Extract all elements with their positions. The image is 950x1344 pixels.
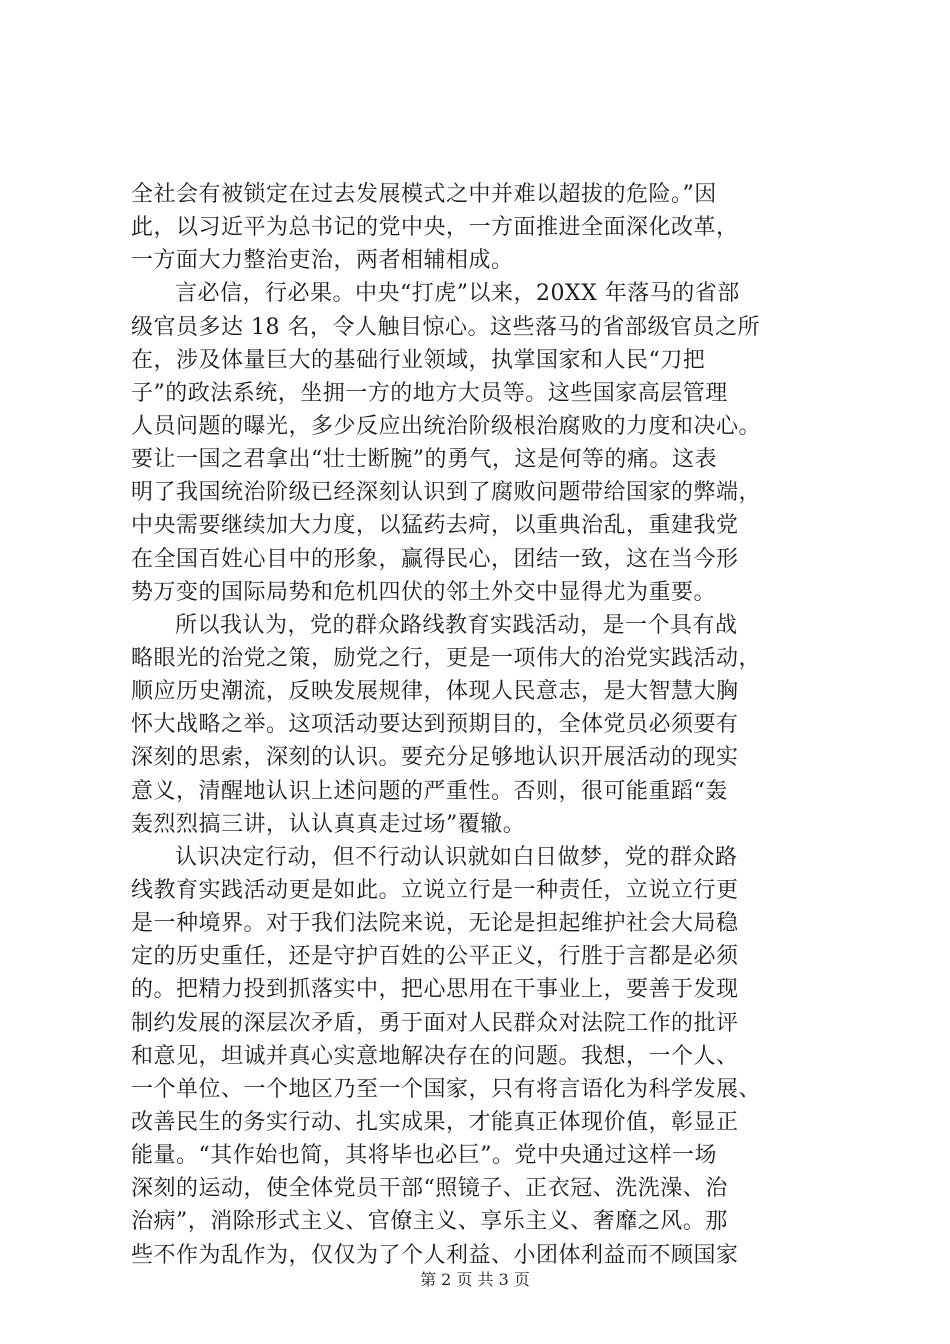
text-line: 是一种境界。对于我们法院来说，无论是担起维护社会大局稳	[131, 911, 739, 937]
text-line: 治病”，消除形式主义、官僚主义、享乐主义、奢靡之风。那	[131, 1209, 728, 1235]
text-line: 顺应历史潮流，反映发展规律，体现人民意志，是大智慧大胸	[131, 679, 739, 705]
text-line: 线教育实践活动更是如此。立说立行是一种责任，立说立行更	[131, 877, 739, 903]
text-line: 一方面大力整治吏治，两者相辅相成。	[131, 248, 514, 274]
text-line: 在，涉及体量巨大的基础行业领域，执掌国家和人民“刀把	[131, 347, 706, 373]
text-line: 明了我国统治阶级已经深刻认识到了腐败问题带给国家的弊端，	[131, 480, 762, 506]
text-line: 的。把精力投到抓落实中，把心思用在干事业上，要善于发现	[131, 977, 739, 1003]
text-line: 轰烈烈搞三讲，认认真真走过场”覆辙。	[131, 811, 526, 837]
text-line: 意义，清醒地认识上述问题的严重性。否则，很可能重蹈“轰	[131, 778, 728, 804]
text-line: 全社会有被锁定在过去发展模式之中并难以超拔的危险。”因	[131, 182, 717, 207]
text-line: 和意见，坦诚并真心实意地解决存在的问题。我想，一个人、	[131, 1043, 739, 1069]
page-footer: 第 2 页 共 3 页	[420, 1270, 530, 1289]
text-line: 怀大战略之举。这项活动要达到预期目的，全体党员必须要有	[131, 712, 739, 738]
text-line: 在全国百姓心目中的形象，赢得民心，团结一致，这在当今形	[131, 546, 739, 572]
text-line: 制约发展的深层次矛盾，勇于面对人民群众对法院工作的批评	[131, 1010, 739, 1036]
text-line: 深刻的运动，使全体党员干部“照镜子、正衣冠、洗洗澡、治	[131, 1176, 728, 1202]
text-line: 子”的政法系统，坐拥一方的地方大员等。这些国家高层管理	[131, 380, 728, 406]
paragraph-first-line: 言必信，行必果。中央“打虎”以来，20XX 年落马的省部	[175, 281, 740, 307]
paragraph-first-line: 所以我认为，党的群众路线教育实践活动，是一个具有战	[175, 612, 738, 638]
text-line: 中央需要继续加大力度，以猛药去疴，以重典治乱，重建我党	[131, 513, 739, 539]
text-line: 略眼光的治党之策，励党之行，更是一项伟大的治党实践活动，	[131, 645, 762, 671]
text-line: 此，以习近平为总书记的党中央，一方面推进全面深化改革，	[131, 215, 739, 241]
paragraph-first-line: 认识决定行动，但不行动认识就如白日做梦，党的群众路	[175, 844, 738, 870]
text-line: 要让一国之君拿出“壮士断腕”的勇气，这是何等的痛。这表	[131, 447, 717, 473]
text-line: 势万变的国际局势和危机四伏的邻土外交中显得尤为重要。	[131, 579, 717, 605]
text-line: 人员问题的曝光，多少反应出统治阶级根治腐败的力度和决心。	[131, 413, 762, 439]
text-line: 级官员多达 18 名，令人触目惊心。这些落马的省部级官员之所	[131, 314, 760, 340]
text-line: 深刻的思索，深刻的认识。要充分足够地认识开展活动的现实	[131, 745, 739, 771]
text-line: 能量。“其作始也简，其将毕也必巨”。党中央通过这样一场	[131, 1143, 717, 1169]
body-text	[131, 178, 831, 1272]
text-line: 定的历史重任，还是守护百姓的公平正义，行胜于言都是必须	[131, 944, 739, 970]
text-line: 一个单位、一个地区乃至一个国家，只有将言语化为科学发展、	[131, 1076, 762, 1102]
text-line: 改善民生的务实行动、扎实成果，才能真正体现价值，彰显正	[131, 1109, 739, 1135]
text-line: 些不作为乱作为，仅仅为了个人利益、小团体利益而不顾国家	[131, 1242, 739, 1268]
